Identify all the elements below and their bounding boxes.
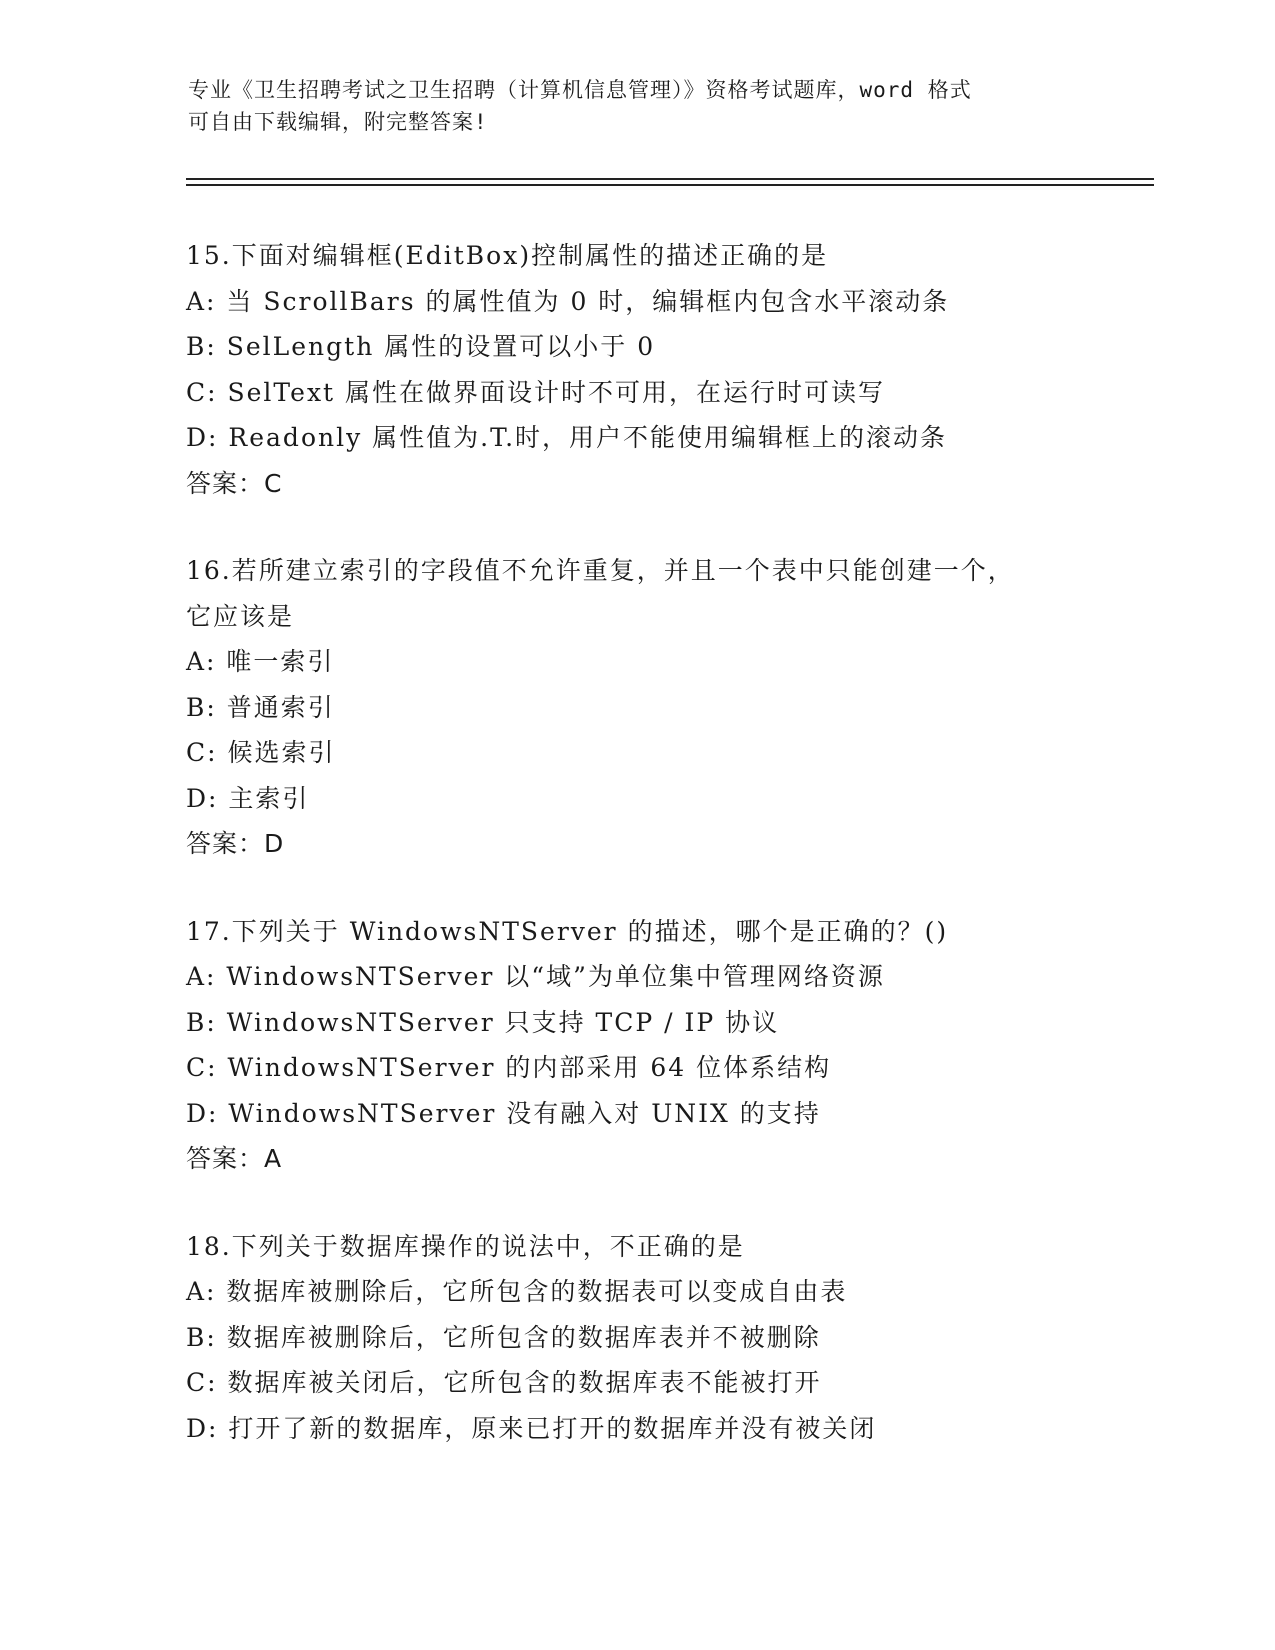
question-17 — [186, 909, 1186, 1182]
option-b: B: WindowsNTServer 只支持 TCP / IP 协议 — [186, 1007, 780, 1037]
option-d: D: 主索引 — [186, 783, 310, 813]
option-d: D: WindowsNTServer 没有融入对 UNIX 的支持 — [186, 1098, 821, 1128]
question-list — [186, 233, 1186, 1493]
question-stem-continued: 它应该是 — [186, 601, 295, 631]
question-16 — [186, 548, 1186, 867]
question-stem: 16.若所建立索引的字段值不允许重复，并且一个表中只能创建一个， — [186, 556, 1015, 585]
option-b: B: 普通索引 — [186, 692, 335, 722]
option-c: C: SelText 属性在做界面设计时不可用，在运行时可读写 — [186, 377, 886, 407]
header-line-1: 专业《卫生招聘考试之卫生招聘（计算机信息管理）》资格考试题库，word 格式 — [188, 78, 972, 102]
option-b: B: 数据库被删除后，它所包含的数据库表并不被删除 — [186, 1322, 821, 1352]
answer-label: 答案：A — [186, 1144, 283, 1173]
option-a: A: 唯一索引 — [186, 647, 335, 676]
header-divider-bottom — [186, 184, 1154, 186]
answer-label: 答案：D — [186, 829, 285, 858]
header-line-2: 可自由下载编辑，附完整答案! — [188, 110, 488, 134]
header-divider-top — [186, 178, 1154, 180]
option-d: D: Readonly 属性值为.T.时，用户不能使用编辑框上的滚动条 — [186, 423, 948, 452]
question-18 — [186, 1224, 1186, 1452]
question-stem: 17.下列关于 WindowsNTServer 的描述，哪个是正确的？() — [186, 916, 949, 946]
option-a: A: WindowsNTServer 以“域”为单位集中管理网络资源 — [186, 962, 885, 991]
document-header — [188, 74, 1088, 138]
option-c: C: 数据库被关闭后，它所包含的数据库表不能被打开 — [186, 1368, 822, 1397]
option-d: D: 打开了新的数据库，原来已打开的数据库并没有被关闭 — [186, 1413, 877, 1443]
question-15 — [186, 233, 1186, 506]
answer-label: 答案：C — [186, 468, 283, 498]
option-a: A: 当 ScrollBars 的属性值为 0 时，编辑框内包含水平滚动条 — [186, 286, 950, 316]
question-stem: 18.下列关于数据库操作的说法中，不正确的是 — [186, 1231, 745, 1261]
option-c: C: 候选索引 — [186, 738, 336, 767]
option-b: B: SelLength 属性的设置可以小于 0 — [186, 332, 656, 361]
option-a: A: 数据库被删除后，它所包含的数据表可以变成自由表 — [186, 1277, 848, 1306]
question-stem: 15.下面对编辑框(EditBox)控制属性的描述正确的是 — [186, 241, 829, 270]
option-c: C: WindowsNTServer 的内部采用 64 位体系结构 — [186, 1053, 832, 1082]
